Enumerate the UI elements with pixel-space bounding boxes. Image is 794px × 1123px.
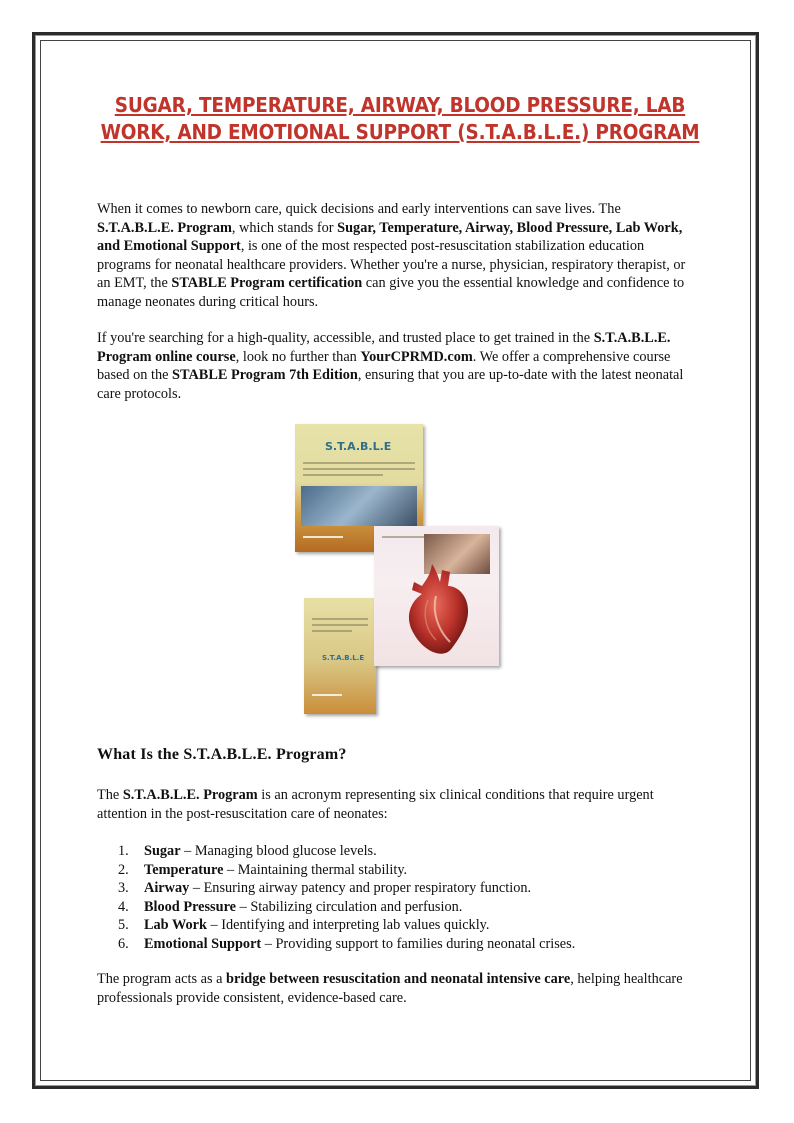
list-number: 1. (118, 843, 129, 859)
list-item (118, 898, 678, 917)
list-desc: – Managing blood glucose levels. (180, 843, 377, 859)
course-text-4: , ensuring that you are up-to-date with the latest neonatal care protocols. (97, 367, 684, 402)
list-desc: – Identifying and interpreting lab values quickly. (206, 917, 490, 934)
list-term: Blood Pressure (144, 898, 237, 915)
list-term: Sugar (144, 843, 181, 859)
list-number: 4. (118, 898, 129, 915)
list-desc: – Ensuring airway patency and proper respiratory function. (189, 880, 532, 897)
intro-text-1: When it comes to newborn care, quick decisions and early interventions can save lives. The (97, 201, 621, 217)
course-paragraph (97, 329, 695, 403)
intro-paragraph (97, 200, 695, 312)
dvd-text-line (312, 624, 368, 626)
dvd-logo-text: S.T.A.B.L.E (322, 654, 365, 662)
list-desc: – Stabilizing circulation and perfusion. (236, 898, 463, 915)
list-term: Temperature (144, 861, 224, 878)
closing-text-1: The program acts as a (97, 971, 227, 987)
course-text-3: . We offer a comprehensive course based on the (97, 348, 671, 384)
course-text-1: If you're searching for a high-quality, accessible, and trusted place to get trained in the (97, 330, 594, 346)
intro-bold-1: S.T.A.B.L.E. Program (97, 219, 232, 236)
list-item (118, 879, 678, 898)
intro-text-2: , which stands for (231, 219, 338, 236)
list-desc: – Maintaining thermal stability. (223, 861, 408, 878)
dvd-case (304, 598, 376, 714)
book-text-line (303, 462, 415, 464)
heart-illustration (392, 556, 482, 664)
dvd-text-line (312, 618, 368, 620)
acronym-bold-1: S.T.A.B.L.E. Program (122, 787, 258, 803)
list-term: Airway (144, 880, 190, 897)
list-item (118, 861, 678, 880)
closing-text-2: , helping healthcare professionals provide consistent, evidence-based care. (97, 971, 683, 1006)
list-number: 6. (118, 935, 129, 952)
list-item (118, 842, 678, 861)
list-term: Emotional Support (144, 935, 262, 952)
page-title: SUGAR, TEMPERATURE, AIRWAY, BLOOD PRESSURE, LAB WORK, AND EMOTIONAL SUPPORT (S.T.A.B.L.E.) PROGRAM (100, 93, 700, 144)
book-text-line (303, 468, 415, 470)
acronym-text-1: The (97, 787, 123, 803)
list-desc: – Providing support to families during neonatal crises. (261, 935, 576, 952)
course-text-2: , look no further than (235, 348, 361, 365)
dvd-text-line (312, 630, 352, 632)
book-logo-text: S.T.A.B.L.E (325, 440, 392, 453)
stable-conditions-list (118, 842, 678, 954)
list-number: 3. (118, 880, 129, 897)
list-term: Lab Work (144, 917, 207, 934)
closing-bold-1: bridge between resuscitation and neonatal intensive care (226, 971, 571, 987)
heart-book (374, 526, 499, 666)
list-number: 2. (118, 861, 129, 878)
book-text-line (303, 536, 343, 538)
dvd-text-line (312, 694, 342, 696)
closing-paragraph (97, 970, 695, 1007)
list-item (118, 916, 678, 935)
intro-text-3: , is one of the most respected post-resuscitation stabilization education programs for neonatal healthcare providers. Whether you're a nurse, physician, respiratory therapist, or an EMT, the (97, 238, 686, 292)
list-number: 5. (118, 917, 129, 934)
book-photo-strip (301, 486, 417, 526)
course-bold-1: S.T.A.B.L.E. Program online course (97, 330, 671, 365)
course-bold-2: YourCPRMD.com (360, 348, 473, 365)
list-item (118, 935, 678, 954)
stable-books-image (292, 422, 504, 718)
acronym-text-2: is an acronym representing six clinical conditions that require urgent attention in the post-resuscitation care of neonates: (97, 787, 654, 822)
intro-bold-3: STABLE Program certification (171, 275, 363, 292)
intro-bold-2: Sugar, Temperature, Airway, Blood Pressure, Lab Work, and Emotional Support (97, 219, 683, 255)
intro-text-4: can give you the essential knowledge and confidence to manage neonates during critical hours. (97, 275, 685, 310)
course-bold-3: STABLE Program 7th Edition (172, 367, 358, 384)
book-text-line (303, 474, 383, 476)
section-heading: What Is the S.T.A.B.L.E. Program? (97, 746, 347, 763)
acronym-paragraph (97, 786, 695, 823)
